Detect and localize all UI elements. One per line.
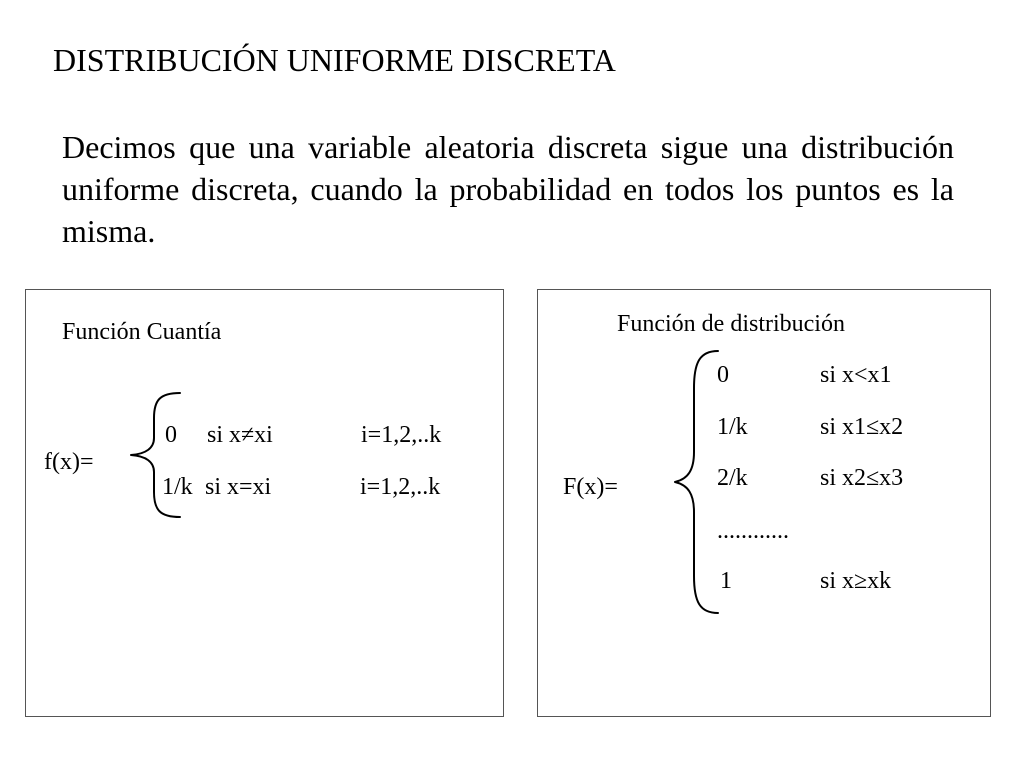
cdf-row-2-condition: si x2≤x3 (820, 465, 904, 491)
pmf-row-0-value: 0 (165, 422, 177, 448)
probability-mass-panel (25, 289, 504, 717)
pmf-row-0-range: i=1,2,..k (361, 422, 442, 448)
cdf-row-3-value: ............ (717, 518, 789, 544)
pmf-row-1-range: i=1,2,..k (360, 474, 441, 500)
cdf-row-4-condition: si x≥xk (820, 568, 892, 594)
pmf-heading: Función Cuantía (62, 319, 222, 345)
cdf-lhs: F(x)= (563, 474, 618, 500)
intro-paragraph: Decimos que una variable aleatoria discreta sigue una distribución uniforme discreta, cuando la probabilidad en todos los puntos es la misma. (62, 129, 954, 249)
cdf-row-0-condition: si x<x1 (820, 362, 892, 388)
distribution-function-panel (537, 289, 991, 717)
cdf-heading: Función de distribución (617, 311, 845, 337)
pmf-row-0-condition: si x≠xi (207, 422, 273, 448)
cdf-row-4-value: 1 (720, 568, 732, 594)
page-title: DISTRIBUCIÓN UNIFORME DISCRETA (53, 42, 616, 78)
pmf-lhs: f(x)= (44, 449, 94, 475)
cdf-row-0-value: 0 (717, 362, 729, 388)
cdf-brace (672, 348, 720, 616)
pmf-row-1-condition: si x=xi (205, 474, 272, 500)
cdf-row-1-condition: si x1≤x2 (820, 414, 904, 440)
cdf-row-2-value: 2/k (717, 465, 748, 491)
pmf-row-1-value: 1/k (162, 474, 193, 500)
cdf-row-1-value: 1/k (717, 414, 748, 440)
